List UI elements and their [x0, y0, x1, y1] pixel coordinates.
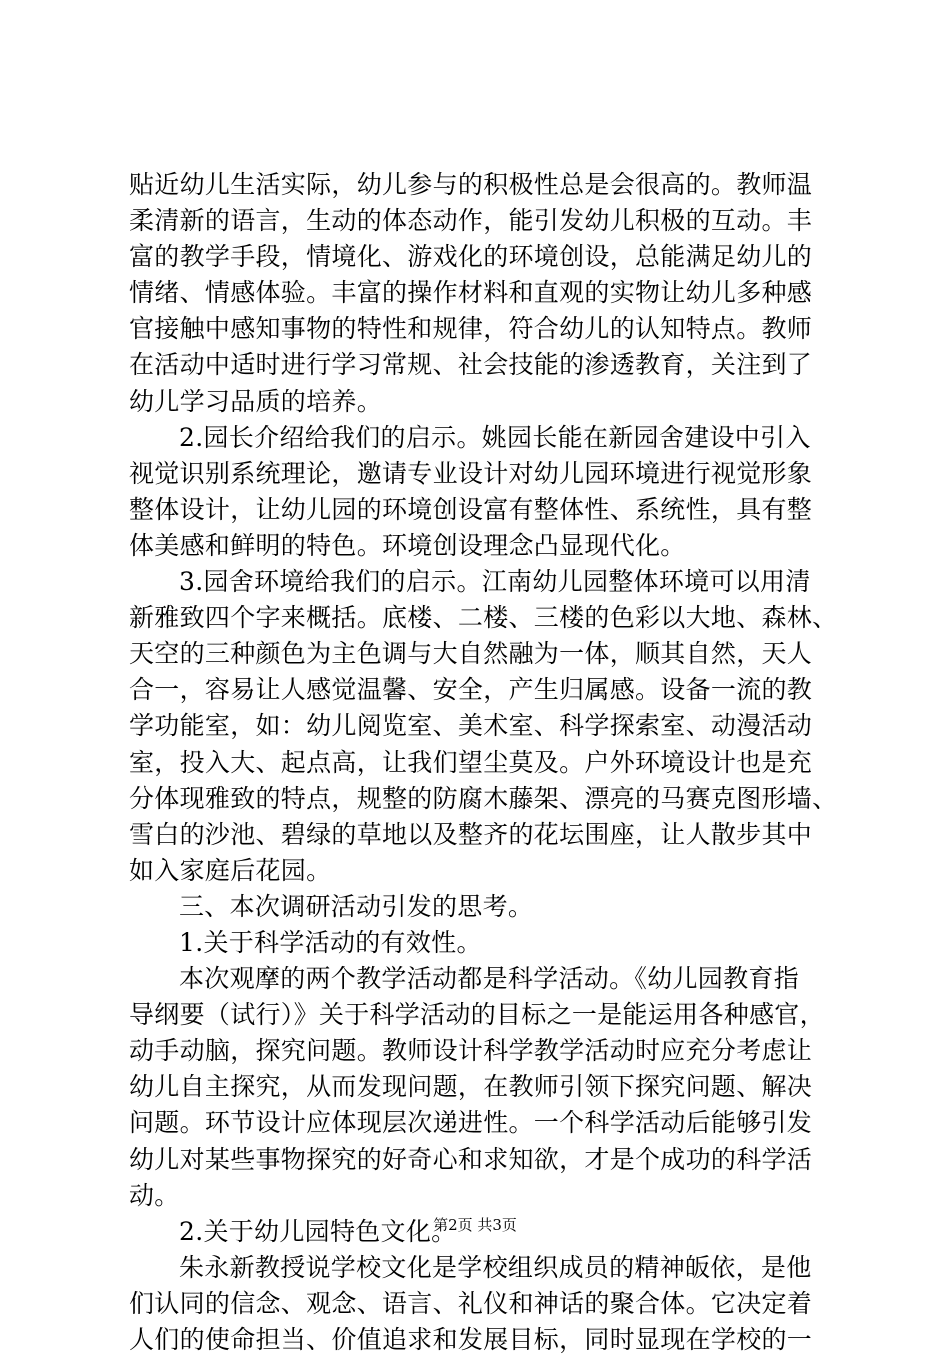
text-line: 幼儿学习品质的培养。: [129, 386, 383, 416]
text-line: 2.园长介绍给我们的启示。姚园长能在新园舍建设中引入: [179, 422, 811, 452]
text-line: 新雅致四个字来概括。底楼、二楼、三楼的色彩以大地、森林、: [129, 603, 838, 633]
text-line: 雪白的沙池、碧绿的草地以及整齐的花坛围座，让人散步其中: [129, 819, 813, 849]
text-line: 幼儿对某些事物探究的好奇心和求知欲，才是个成功的科学活: [129, 1144, 813, 1174]
text-line: 们认同的信念、观念、语言、礼仪和神话的聚合体。它决定着: [129, 1288, 813, 1318]
text-line: 天空的三种颜色为主色调与大自然融为一体，顺其自然，天人: [129, 639, 813, 669]
document-body: [129, 167, 838, 1358]
text-line: 整体设计，让幼儿园的环境创设富有整体性、系统性，具有整: [129, 494, 813, 524]
text-line: 人们的使命担当、价值追求和发展目标，同时显现在学校的一: [129, 1325, 813, 1354]
text-line: 分体现雅致的特点，规整的防腐木藤架、漂亮的马赛克图形墙、: [129, 783, 838, 813]
text-line: 柔清新的语言，生动的体态动作，能引发幼儿积极的互动。丰: [129, 206, 813, 236]
page-number-footer: 第2页 共3页: [433, 1216, 517, 1234]
text-line: 动手动脑，探究问题。教师设计科学教学活动时应充分考虑让: [129, 1036, 813, 1066]
text-line: 富的教学手段，情境化、游戏化的环境创设，总能满足幼儿的: [129, 242, 813, 272]
text-line: 动。: [129, 1180, 180, 1210]
text-line: 如入家庭后花园。: [129, 855, 332, 885]
text-line: 合一，容易让人感觉温馨、安全，产生归属感。设备一流的教: [129, 675, 813, 705]
text-line: 学功能室，如：幼儿阅览室、美术室、科学探索室、动漫活动: [129, 711, 813, 741]
text-line: 本次观摩的两个教学活动都是科学活动。《幼儿园教育指: [179, 964, 800, 994]
text-line: 问题。环节设计应体现层次递进性。一个科学活动后能够引发: [129, 1108, 813, 1138]
text-line: 朱永新教授说学校文化是学校组织成员的精神皈依，是他: [179, 1252, 812, 1282]
text-line: 三、本次调研活动引发的思考。: [179, 891, 534, 921]
text-line: 在活动中适时进行学习常规、社会技能的渗透教育，关注到了: [129, 350, 813, 380]
text-line: 幼儿自主探究，从而发现问题，在教师引领下探究问题、解决: [129, 1072, 813, 1102]
text-line: 导纲要（试行）》关于科学活动的目标之一是能运用各种感官，: [129, 1000, 825, 1030]
text-line: 情绪、情感体验。丰富的操作材料和直观的实物让幼儿多种感: [129, 278, 813, 308]
text-line: 贴近幼儿生活实际，幼儿参与的积极性总是会很高的。教师温: [129, 170, 813, 199]
text-line: 视觉识别系统理论，邀请专业设计对幼儿园环境进行视觉形象: [129, 458, 813, 488]
text-line: 体美感和鲜明的特色。环境创设理念凸显现代化。: [129, 530, 686, 560]
text-line: 3.园舍环境给我们的启示。江南幼儿园整体环境可以用清: [179, 567, 811, 597]
text-line: 室，投入大、起点高，让我们望尘莫及。户外环境设计也是充: [129, 747, 813, 777]
text-line: 2.关于幼儿园特色文化。: [179, 1216, 457, 1246]
text-line: 1.关于科学活动的有效性。: [179, 927, 482, 957]
text-line: 官接触中感知事物的特性和规律，符合幼儿的认知特点。教师: [129, 314, 813, 344]
